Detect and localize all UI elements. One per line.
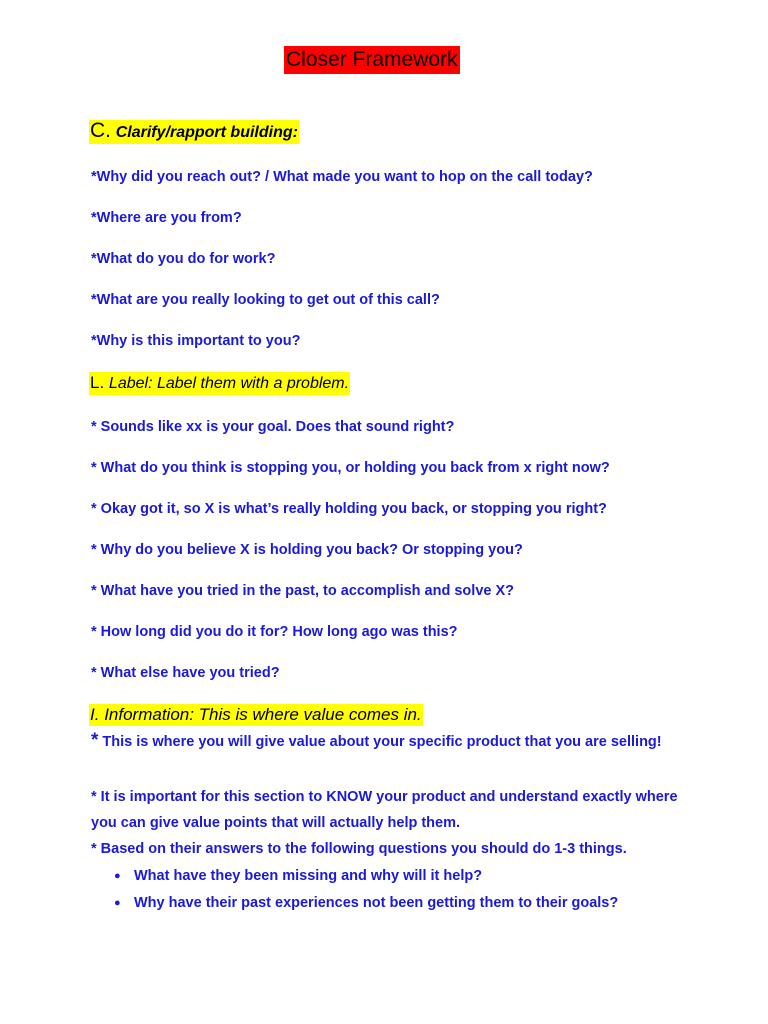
bullet-text: Why have their past experiences not been getting them to their goals? <box>134 895 619 911</box>
section-c-letter: C. <box>90 119 111 142</box>
paragraph-text: This is where you will give value about your specific product that you are selling! <box>98 734 662 750</box>
question-item: * What do you think is stopping you, or holding you back from x right now? <box>91 460 610 476</box>
section-l-heading <box>89 372 350 395</box>
question-item: * What else have you tried? <box>91 665 280 681</box>
question-item: *What do you do for work? <box>91 251 276 267</box>
question-item: * How long did you do it for? How long ago was this? <box>91 624 458 640</box>
question-item: *What are you really looking to get out of this call? <box>91 292 440 308</box>
bullet-dot: ● <box>114 897 121 910</box>
section-c-title: Clarify/rapport building: <box>115 124 298 141</box>
bullet-text: What have they been missing and why will it help? <box>134 868 483 884</box>
question-item: * Why do you believe X is holding you back? Or stopping you? <box>91 542 523 558</box>
section-l-letter: L. <box>90 373 105 392</box>
section-i-letter: I. <box>90 705 100 724</box>
bullet-item <box>114 867 482 885</box>
section-i-title: Information: This is where value comes in. <box>104 705 422 724</box>
bullet-item <box>114 894 618 912</box>
section-c-heading <box>89 120 299 144</box>
info-paragraph <box>91 728 691 755</box>
page-title: Closer Framework <box>284 46 460 74</box>
info-paragraph: * It is important for this section to KNOW your product and understand exactly where you can give value points that will actually help them. <box>91 789 678 831</box>
section-i-heading <box>89 704 423 726</box>
section-l-title: Label: Label them with a problem. <box>108 375 350 392</box>
paragraph-star: * <box>91 730 99 751</box>
question-item: *Where are you from? <box>91 210 242 226</box>
info-paragraph: * Based on their answers to the following questions you should do 1-3 things. <box>91 841 627 857</box>
question-item: *Why did you reach out? / What made you want to hop on the call today? <box>91 169 593 185</box>
question-item: * Okay got it, so X is what’s really holding you back, or stopping you right? <box>91 501 607 517</box>
question-item: *Why is this important to you? <box>91 333 301 349</box>
question-item: * What have you tried in the past, to accomplish and solve X? <box>91 583 514 599</box>
bullet-dot: ● <box>114 870 121 883</box>
question-item: * Sounds like xx is your goal. Does that sound right? <box>91 419 455 435</box>
